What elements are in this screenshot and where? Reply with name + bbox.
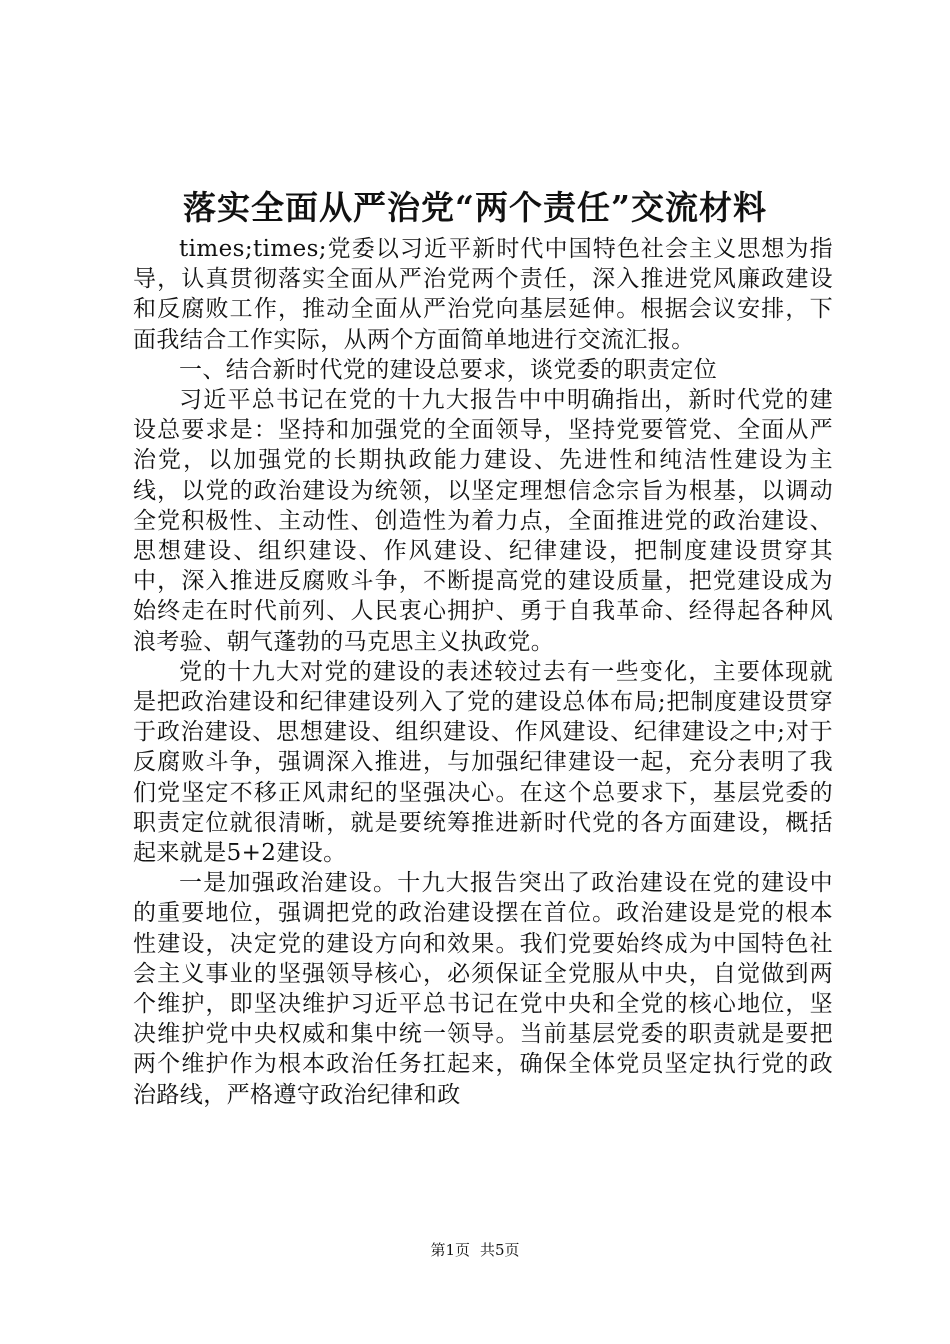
paragraph-political-construction: 一是加强政治建设。十九大报告突出了政治建设在党的建设中的重要地位，强调把党的政治建设摆在首位。政治建设是党的根本性建设，决定党的建设方向和效果。我们党要始终成为中国特色社会主义事业的坚强领导核心，必须保证全党服从中央，自觉做到两个维护，即坚决维护习近平总书记在党中央和全党的核心地位，坚决维护党中央权威和集中统一领导。当前基层党委的职责就是要把两个维护作为根本政治任务扛起来，确保全体党员坚定执行党的政治路线，严格遵守政治纪律和政: [133, 870, 833, 1108]
document-body: [133, 234, 833, 1110]
document-title: 落实全面从严治党“两个责任”交流材料: [183, 188, 767, 227]
section-heading-1: 一、结合新时代党的建设总要求，谈党委的职责定位: [179, 356, 718, 383]
paragraph-intro: times;times;党委以习近平新时代中国特色社会主义思想为指导，认真贯彻落实全面从严治党两个责任，深入推进党风廉政建设和反腐败工作，推动全面从严治党向基层延伸。根据会议安排，下面我结合工作实际，从两个方面简单地进行交流汇报。: [133, 236, 833, 353]
paragraph-general-requirements: 习近平总书记在党的十九大报告中中明确指出，新时代党的建设总要求是：坚持和加强党的全面领导，坚持党要管党、全面从严治党，以加强党的长期执政能力建设、先进性和纯洁性建设为主线，以党的政治建设为统领，以坚定理想信念宗旨为根基，以调动全党积极性、主动性、创造性为着力点，全面推进党的政治建设、思想建设、组织建设、作风建设、纪律建设，把制度建设贯穿其中，深入推进反腐败斗争，不断提高党的建设质量，把党建设成为始终走在时代前列、人民衷心拥护、勇于自我革命、经得起各种风浪考验、朝气蓬勃的马克思主义执政党。: [133, 387, 833, 655]
paragraph-changes: 党的十九大对党的建设的表述较过去有一些变化，主要体现就是把政治建设和纪律建设列入了党的建设总体布局;把制度建设贯穿于政治建设、思想建设、组织建设、作风建设、纪律建设之中;对于反腐败斗争，强调深入推进，与加强纪律建设一起，充分表明了我们党坚定不移正风肃纪的坚强决心。在这个总要求下，基层党委的职责定位就很清晰，就是要统筹推进新时代党的各方面建设，概括起来就是5+2建设。: [133, 658, 833, 867]
page-total: 共5页: [480, 1241, 520, 1259]
page-number: 第1页: [430, 1241, 470, 1259]
page-footer: [0, 1240, 950, 1260]
